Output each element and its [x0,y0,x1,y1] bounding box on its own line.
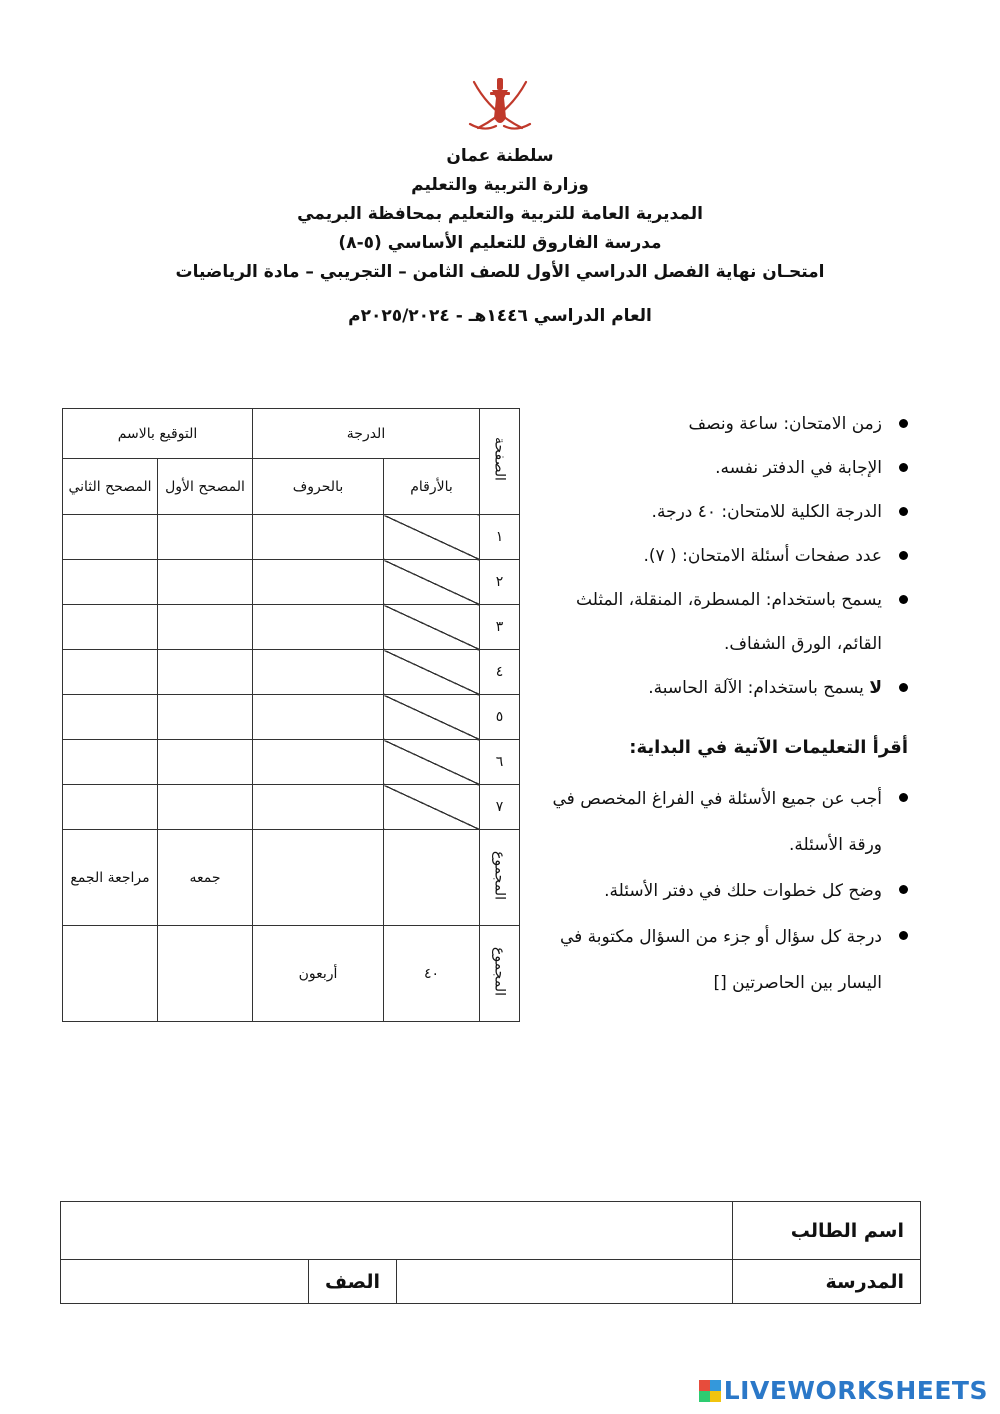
bullet-icon [899,551,908,560]
page-number: ٣ [480,605,520,650]
total-label: المجموع [491,850,508,900]
list-item: زمن الامتحان: ساعة ونصف [548,402,908,446]
instructions [548,402,908,1006]
list-item: الإجابة في الدفتر نفسه. [548,446,908,490]
liveworksheets-logo-icon [699,1380,721,1402]
student-name-field[interactable] [61,1202,733,1260]
list-item: درجة كل سؤال أو جزء من السؤال مكتوبة في اليسار بين الحاصرتين [] [548,914,908,1006]
table-row [63,515,520,560]
list-item: لا يسمح باستخدام: الآلة الحاسبة. [548,666,908,710]
grade-header: الدرجة [253,409,480,459]
page-number: ١ [480,515,520,560]
sum-review: مراجعة الجمع [63,830,158,926]
list-item: يسمح باستخدام: المسطرة، المنقلة، المثلث القائم، الورق الشفاف. [548,578,908,666]
page-number: ٦ [480,740,520,785]
signature-header: التوقيع بالاسم [63,409,253,459]
bullet-icon [899,885,908,894]
bullet-icon [899,931,908,940]
table-row [63,785,520,830]
list-item: أجب عن جميع الأسئلة في الفراغ المخصص في ورقة الأسئلة. [548,776,908,868]
class-label: الصف [309,1260,397,1304]
liveworksheets-brand [699,1376,988,1405]
national-emblem-icon [460,72,540,136]
page-number: ٤ [480,650,520,695]
second-corrector-header: المصحح الثاني [63,459,158,515]
exam-title: امتحـان نهاية الفصل الدراسي الأول للصف الثامن – التجريبي – مادة الرياضيات [175,262,825,282]
total-numbers: ٤٠ [384,926,480,1022]
student-name-label: اسم الطالب [733,1202,921,1260]
numbers-header: بالأرقام [384,459,480,515]
table-row [63,695,520,740]
country-name: سلطنة عمان [446,146,554,166]
score-table [62,408,520,1022]
bullet-icon [899,507,908,516]
page-number: ٢ [480,560,520,605]
bullet-icon [899,793,908,802]
school-name: مدرسة الفاروق للتعليم الأساسي (٥-٨) [338,233,662,253]
table-row [63,605,520,650]
student-info-table [60,1201,921,1304]
class-field[interactable] [61,1260,309,1304]
table-row [63,650,520,695]
page-header: الصفحة [491,437,508,481]
first-corrector-header: المصحح الأول [158,459,253,515]
list-item: وضح كل خطوات حلك في دفتر الأسئلة. [548,868,908,914]
bullet-icon [899,463,908,472]
school-field[interactable] [397,1260,733,1304]
letters-header: بالحروف [253,459,384,515]
list-item: عدد صفحات أسئلة الامتحان: ( ٧). [548,534,908,578]
ministry-name: وزارة التربية والتعليم [411,175,589,195]
document-header [0,142,1000,326]
bullet-icon [899,419,908,428]
bullet-icon [899,595,908,604]
page-header-cell [480,409,520,515]
total2-label: المجموع [491,946,508,996]
directorate-name: المديرية العامة للتربية والتعليم بمحافظة البريمي [297,204,703,224]
summed-by: جمعه [158,830,253,926]
page-number: ٧ [480,785,520,830]
brand-name: LIVEWORKSHEETS [723,1376,988,1405]
academic-year: العام الدراسي ١٤٤٦هـ - ٢٠٢٥/٢٠٢٤م [348,306,652,326]
page-number: ٥ [480,695,520,740]
table-row [63,740,520,785]
list-item: الدرجة الكلية للامتحان: ٤٠ درجة. [548,490,908,534]
bullet-icon [899,683,908,692]
total-row [63,830,520,926]
grand-total-row [63,926,520,1022]
total-letters: أربعون [253,926,384,1022]
instructions-heading: أقرأ التعليمات الآتية في البداية: [629,737,908,758]
school-label: المدرسة [733,1260,921,1304]
table-row [63,560,520,605]
